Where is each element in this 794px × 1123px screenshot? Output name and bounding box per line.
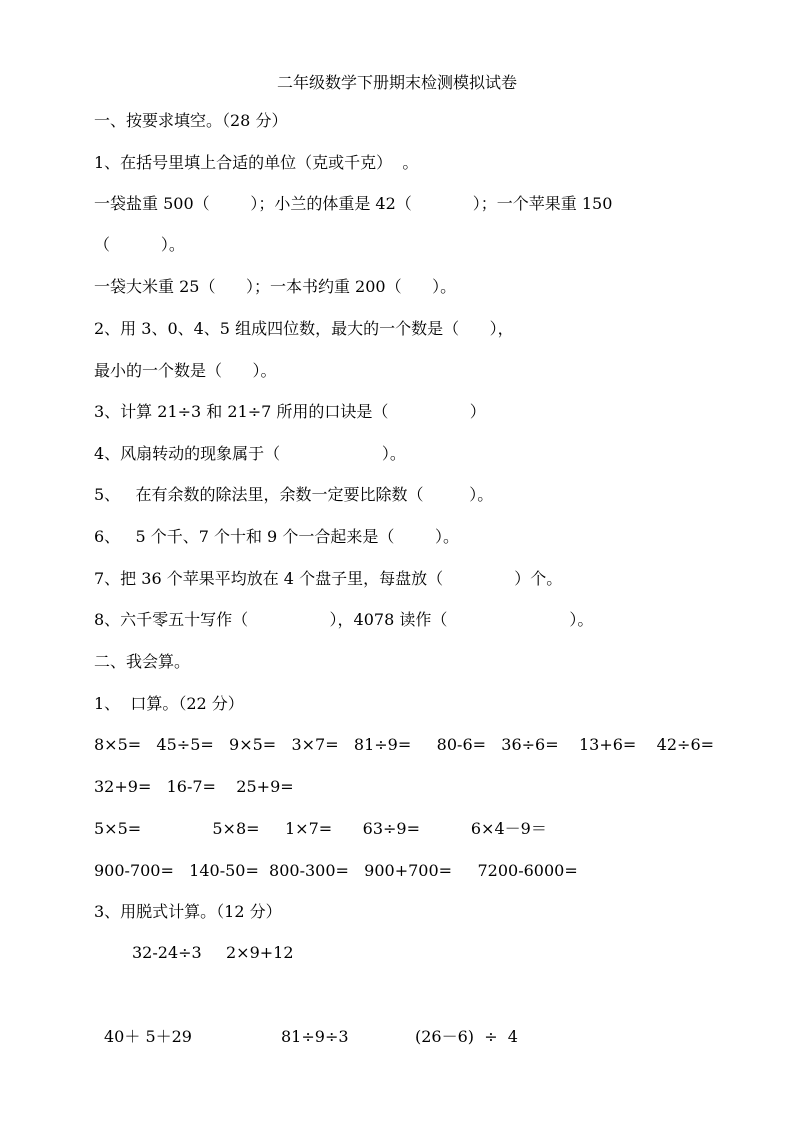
section-2-heading: 二、我会算。 xyxy=(94,652,191,671)
question-4: 4、风扇转动的现象属于（ ）。 xyxy=(94,444,406,463)
question-2-line-1: 2、用 3、0、4、5 组成四位数，最大的一个数是（ ）， xyxy=(94,319,514,338)
step-calc-problem-d: 81÷9÷3 xyxy=(281,1027,349,1046)
question-5: 5、 在有余数的除法里，余数一定要比除数（ ）。 xyxy=(94,485,494,504)
step-calc-problem-a: 32-24÷3 xyxy=(132,943,202,962)
oral-calc-heading: 1、 口算。（22 分） xyxy=(94,694,244,713)
question-2-line-2: 最小的一个数是（ ）。 xyxy=(94,361,277,380)
step-calc-problem-b: 2×9+12 xyxy=(226,943,294,962)
oral-calc-row-4: 900-700= 140-50= 800-300= 900+700= 7200-6000= xyxy=(94,861,578,880)
step-calc-heading: 3、用脱式计算。（12 分） xyxy=(94,902,282,921)
oral-calc-row-2: 32+9= 16-7= 25+9= xyxy=(94,777,294,796)
section-1-heading: 一、按要求填空。（28 分） xyxy=(94,111,288,130)
question-6: 6、 5 个千、7 个十和 9 个一合起来是（ ）。 xyxy=(94,527,460,546)
page-title: 二年级数学下册期末检测模拟试卷 xyxy=(276,73,517,92)
question-1-line-3: 一袋大米重 25（ ）；一本书约重 200（ ）。 xyxy=(94,277,457,296)
oral-calc-row-1: 8×5= 45÷5= 9×5= 3×7= 81÷9= 80-6= 36÷6= 13+6= 42÷6= xyxy=(94,735,715,754)
oral-calc-row-3: 5×5= 5×8= 1×7= 63÷9= 6×4－9＝ xyxy=(94,819,547,838)
question-7: 7、把 36 个苹果平均放在 4 个盘子里，每盘放（ ）个。 xyxy=(94,569,563,588)
question-1: 1、在括号里填上合适的单位（克或千克） 。 xyxy=(94,153,419,172)
step-calc-problem-e: (26－6) ÷ 4 xyxy=(415,1027,518,1046)
question-3: 3、计算 21÷3 和 21÷7 所用的口诀是（ ） xyxy=(94,402,486,421)
question-8: 8、六千零五十写作（ ），4078 读作（ ）。 xyxy=(94,610,594,629)
step-calc-problem-c: 40＋ 5＋29 xyxy=(104,1027,192,1046)
question-1-line-2: （ ）。 xyxy=(94,235,185,254)
question-1-line-1: 一袋盐重 500（ ）；小兰的体重是 42（ ）；一个苹果重 150 xyxy=(94,194,613,213)
